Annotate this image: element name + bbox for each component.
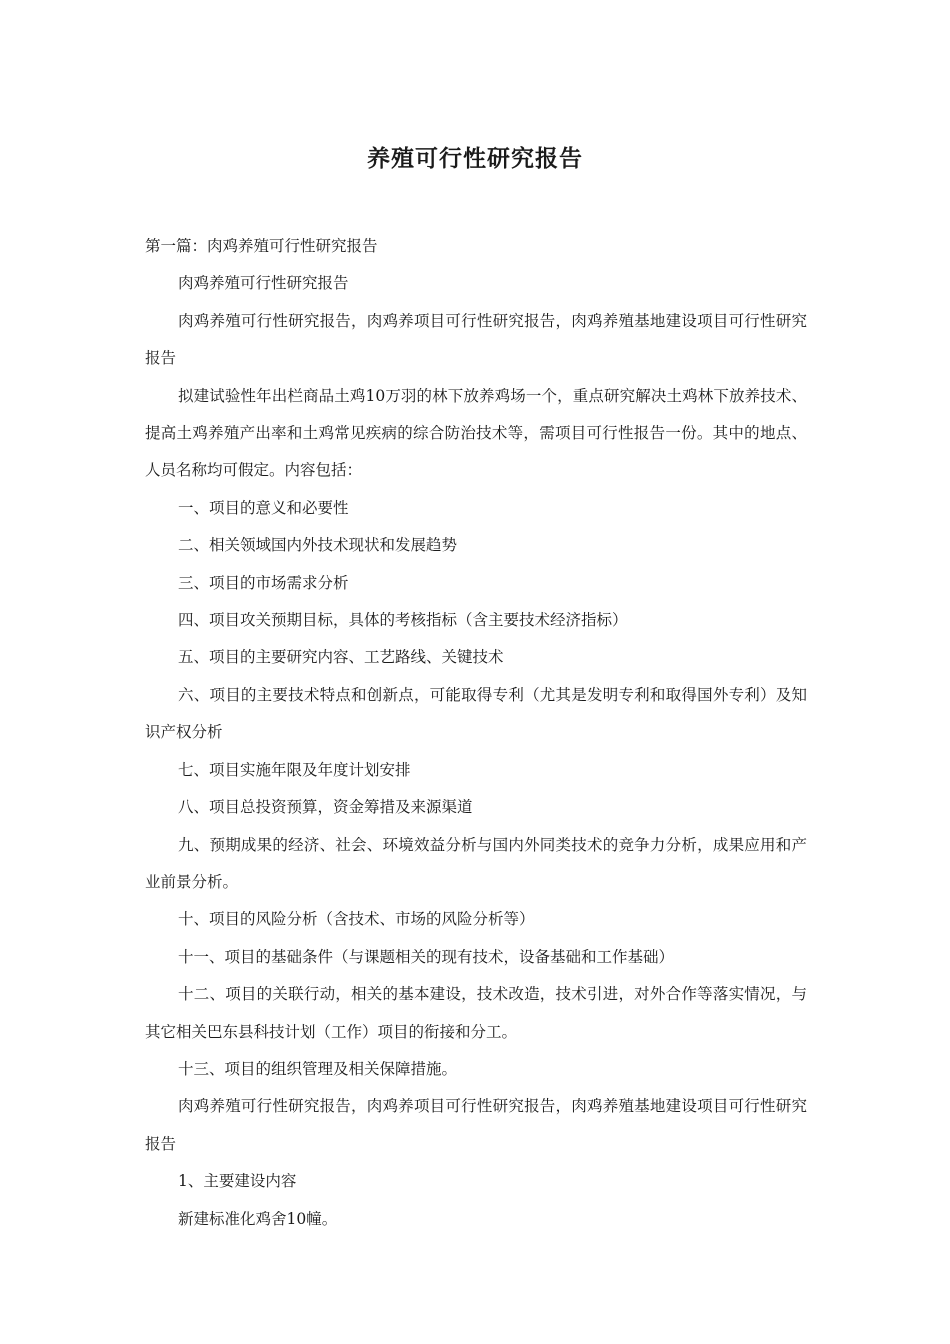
paragraph: 八、项目总投资预算，资金筹措及来源渠道 <box>178 798 473 817</box>
paragraph: 六、项目的主要技术特点和创新点，可能取得专利（尤其是发明专利和取得国外专利）及知识产权分析 <box>145 685 807 742</box>
paragraph: 第一篇：肉鸡养殖可行性研究报告 <box>145 237 378 255</box>
paragraph: 十三、项目的组织管理及相关保障措施。 <box>178 1059 458 1078</box>
paragraph: 1、主要建设内容 <box>178 1172 297 1191</box>
paragraph: 四、项目攻关预期目标，具体的考核指标（含主要技术经济指标） <box>178 611 628 630</box>
paragraph: 十、项目的风险分析（含技术、市场的风险分析等） <box>178 910 535 929</box>
paragraph: 三、项目的市场需求分析 <box>178 573 349 592</box>
paragraph: 九、预期成果的经济、社会、环境效益分析与国内外同类技术的竞争力分析，成果应用和产业前景分析。 <box>145 835 807 891</box>
paragraph: 拟建试验性年出栏商品土鸡10万羽的林下放养鸡场一个，重点研究解决土鸡林下放养技术、提高土鸡养殖产出率和土鸡常见疾病的综合防治技术等，需项目可行性报告一份。其中的地点、人员名称均可假定。内容包括： <box>145 386 807 480</box>
paragraph: 二、相关领域国内外技术现状和发展趋势 <box>178 536 458 555</box>
paragraph: 十二、项目的关联行动，相关的基本建设，技术改造，技术引进，对外合作等落实情况，与其它相关巴东县科技计划（工作）项目的衔接和分工。 <box>145 985 807 1041</box>
paragraph: 肉鸡养殖可行性研究报告，肉鸡养项目可行性研究报告，肉鸡养殖基地建设项目可行性研究报告 <box>145 311 807 368</box>
paragraph: 七、项目实施年限及年度计划安排 <box>178 760 411 779</box>
paragraph: 肉鸡养殖可行性研究报告，肉鸡养项目可行性研究报告，肉鸡养殖基地建设项目可行性研究报告 <box>145 1097 807 1153</box>
document-body <box>145 228 807 1238</box>
paragraph: 肉鸡养殖可行性研究报告 <box>178 274 349 293</box>
paragraph: 十一、项目的基础条件（与课题相关的现有技术，设备基础和工作基础） <box>178 947 675 966</box>
paragraph: 新建标准化鸡舍10幢。 <box>178 1209 338 1228</box>
document-title: 养殖可行性研究报告 <box>367 145 583 172</box>
paragraph: 一、项目的意义和必要性 <box>178 498 349 517</box>
paragraph: 五、项目的主要研究内容、工艺路线、关键技术 <box>178 648 504 667</box>
